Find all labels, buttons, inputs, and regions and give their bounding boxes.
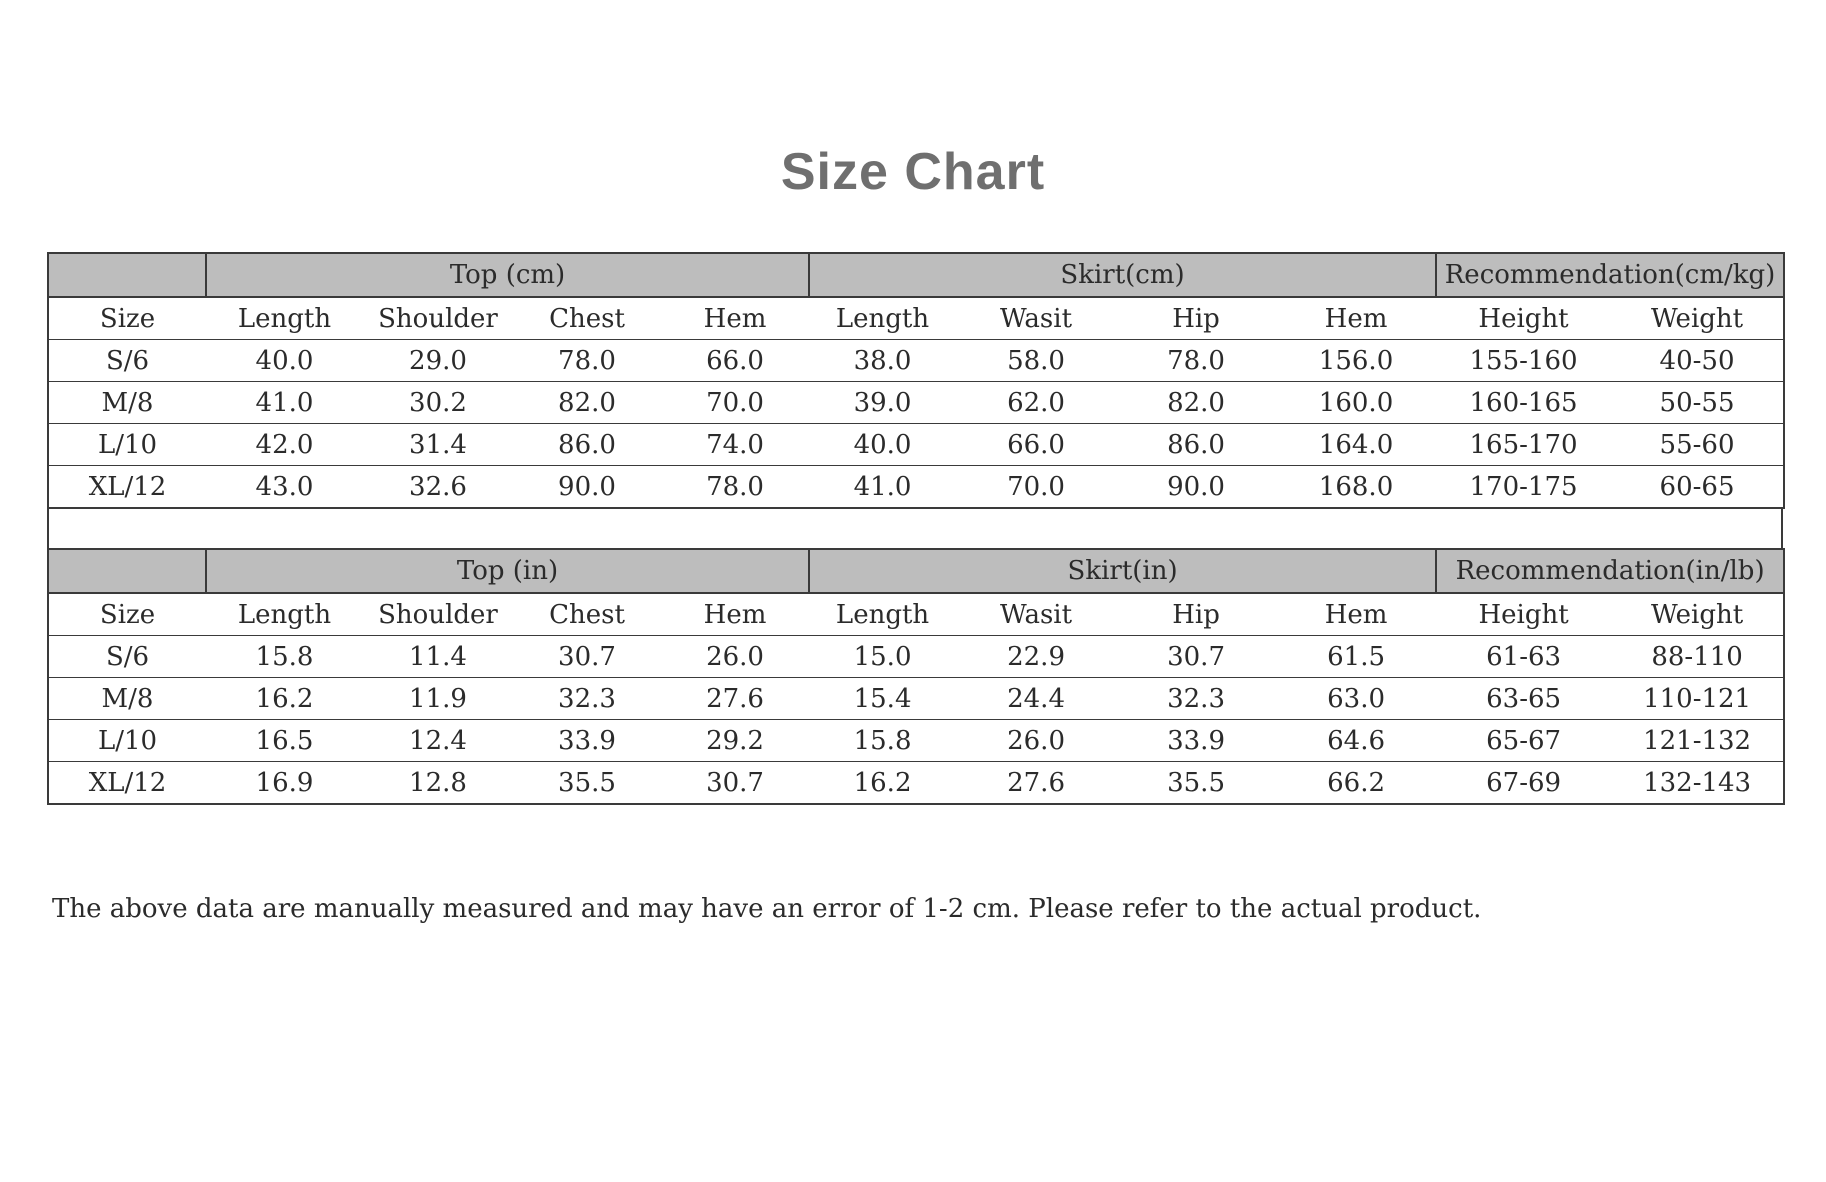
footnote: The above data are manually measured and may have an error of 1-2 cm. Please refer to the actual product. <box>52 894 1482 924</box>
group-header-row <box>48 549 1784 593</box>
size-label-cell: XL/12 <box>48 762 206 805</box>
size-label-cell: S/6 <box>48 340 206 382</box>
table-cell: 31.4 <box>363 424 513 466</box>
table-cell: 155-160 <box>1436 340 1611 382</box>
table-cell: 61.5 <box>1276 636 1436 678</box>
table-cell: 41.0 <box>206 382 363 424</box>
table-cell: 11.4 <box>363 636 513 678</box>
table-cell: 12.8 <box>363 762 513 805</box>
column-header: Size <box>48 593 206 636</box>
table-cell: 29.2 <box>661 720 809 762</box>
column-header: Hem <box>1276 593 1436 636</box>
group-header-blank <box>48 549 206 593</box>
table-cell: 15.8 <box>206 636 363 678</box>
table-cell: 33.9 <box>1116 720 1276 762</box>
table-row <box>48 720 1784 762</box>
table-cell: 39.0 <box>809 382 956 424</box>
table-cell: 26.0 <box>956 720 1116 762</box>
table-cell: 78.0 <box>513 340 661 382</box>
table-cell: 16.2 <box>809 762 956 805</box>
table-cell: 64.6 <box>1276 720 1436 762</box>
table-cell: 90.0 <box>1116 466 1276 509</box>
column-header: Shoulder <box>363 297 513 340</box>
table-cell: 42.0 <box>206 424 363 466</box>
table-cell: 22.9 <box>956 636 1116 678</box>
table-cell: 165-170 <box>1436 424 1611 466</box>
table-cell: 82.0 <box>513 382 661 424</box>
table-cell: 15.8 <box>809 720 956 762</box>
group-header-recommendation: Recommendation(cm/kg) <box>1436 253 1784 297</box>
table-cell: 40.0 <box>206 340 363 382</box>
column-header: Size <box>48 297 206 340</box>
size-table-cm <box>47 252 1785 509</box>
table-cell: 170-175 <box>1436 466 1611 509</box>
table-cell: 168.0 <box>1276 466 1436 509</box>
table-cell: 156.0 <box>1276 340 1436 382</box>
table-cell: 67-69 <box>1436 762 1611 805</box>
table-cell: 82.0 <box>1116 382 1276 424</box>
column-header-row <box>48 593 1784 636</box>
table-cell: 62.0 <box>956 382 1116 424</box>
column-header: Length <box>206 593 363 636</box>
table-cell: 55-60 <box>1611 424 1784 466</box>
column-header: Shoulder <box>363 593 513 636</box>
table-row <box>48 762 1784 805</box>
column-header: Chest <box>513 297 661 340</box>
table-cell: 27.6 <box>661 678 809 720</box>
group-header-row <box>48 253 1784 297</box>
size-table-in <box>47 548 1785 805</box>
group-header-blank <box>48 253 206 297</box>
table-row <box>48 382 1784 424</box>
table-cell: 11.9 <box>363 678 513 720</box>
table-cell: 121-132 <box>1611 720 1784 762</box>
column-header: Hip <box>1116 593 1276 636</box>
group-header-skirt: Skirt(cm) <box>809 253 1436 297</box>
table-cell: 70.0 <box>661 382 809 424</box>
table-cell: 40-50 <box>1611 340 1784 382</box>
size-label-cell: M/8 <box>48 382 206 424</box>
size-label-cell: L/10 <box>48 720 206 762</box>
table-cell: 12.4 <box>363 720 513 762</box>
group-header-top: Top (cm) <box>206 253 809 297</box>
table-cell: 132-143 <box>1611 762 1784 805</box>
table-cell: 35.5 <box>513 762 661 805</box>
table-cell: 65-67 <box>1436 720 1611 762</box>
table-cell: 66.2 <box>1276 762 1436 805</box>
column-header: Wasit <box>956 297 1116 340</box>
table-cell: 86.0 <box>513 424 661 466</box>
table-cell: 30.7 <box>1116 636 1276 678</box>
table-cell: 41.0 <box>809 466 956 509</box>
size-label-cell: L/10 <box>48 424 206 466</box>
column-header: Hem <box>661 593 809 636</box>
table-cell: 70.0 <box>956 466 1116 509</box>
table-row <box>48 424 1784 466</box>
column-header-row <box>48 297 1784 340</box>
table-cell: 66.0 <box>956 424 1116 466</box>
table-cell: 35.5 <box>1116 762 1276 805</box>
table-row <box>48 340 1784 382</box>
table-cell: 90.0 <box>513 466 661 509</box>
table-cell: 16.9 <box>206 762 363 805</box>
table-cell: 60-65 <box>1611 466 1784 509</box>
table-cell: 78.0 <box>661 466 809 509</box>
size-label-cell: S/6 <box>48 636 206 678</box>
table-cell: 40.0 <box>809 424 956 466</box>
column-header: Length <box>809 297 956 340</box>
column-header: Weight <box>1611 297 1784 340</box>
column-header: Hem <box>661 297 809 340</box>
table-cell: 66.0 <box>661 340 809 382</box>
table-cell: 26.0 <box>661 636 809 678</box>
size-label-cell: M/8 <box>48 678 206 720</box>
table-cell: 24.4 <box>956 678 1116 720</box>
table-cell: 33.9 <box>513 720 661 762</box>
column-header: Height <box>1436 297 1611 340</box>
table-cell: 160-165 <box>1436 382 1611 424</box>
size-label-cell: XL/12 <box>48 466 206 509</box>
table-cell: 63-65 <box>1436 678 1611 720</box>
table-cell: 30.7 <box>513 636 661 678</box>
table-cell: 63.0 <box>1276 678 1436 720</box>
table-cell: 16.2 <box>206 678 363 720</box>
table-cell: 43.0 <box>206 466 363 509</box>
table-cell: 32.6 <box>363 466 513 509</box>
table-cell: 30.2 <box>363 382 513 424</box>
column-header: Hip <box>1116 297 1276 340</box>
column-header: Height <box>1436 593 1611 636</box>
table-row <box>48 636 1784 678</box>
table-cell: 50-55 <box>1611 382 1784 424</box>
table-cell: 58.0 <box>956 340 1116 382</box>
column-header: Hem <box>1276 297 1436 340</box>
table-cell: 27.6 <box>956 762 1116 805</box>
group-header-skirt: Skirt(in) <box>809 549 1436 593</box>
table-cell: 61-63 <box>1436 636 1611 678</box>
group-header-recommendation: Recommendation(in/lb) <box>1436 549 1784 593</box>
table-row <box>48 678 1784 720</box>
table-cell: 74.0 <box>661 424 809 466</box>
table-cell: 86.0 <box>1116 424 1276 466</box>
table-cell: 15.0 <box>809 636 956 678</box>
column-header: Weight <box>1611 593 1784 636</box>
table-cell: 110-121 <box>1611 678 1784 720</box>
table-cell: 30.7 <box>661 762 809 805</box>
table-cell: 32.3 <box>1116 678 1276 720</box>
table-cell: 16.5 <box>206 720 363 762</box>
page-title: Size Chart <box>780 143 1046 201</box>
table-cell: 164.0 <box>1276 424 1436 466</box>
table-cell: 29.0 <box>363 340 513 382</box>
column-header: Chest <box>513 593 661 636</box>
group-header-top: Top (in) <box>206 549 809 593</box>
column-header: Length <box>206 297 363 340</box>
table-cell: 32.3 <box>513 678 661 720</box>
table-spacer <box>47 508 1783 548</box>
table-cell: 78.0 <box>1116 340 1276 382</box>
table-cell: 88-110 <box>1611 636 1784 678</box>
table-row <box>48 466 1784 509</box>
column-header: Length <box>809 593 956 636</box>
table-cell: 15.4 <box>809 678 956 720</box>
column-header: Wasit <box>956 593 1116 636</box>
table-cell: 38.0 <box>809 340 956 382</box>
table-cell: 160.0 <box>1276 382 1436 424</box>
